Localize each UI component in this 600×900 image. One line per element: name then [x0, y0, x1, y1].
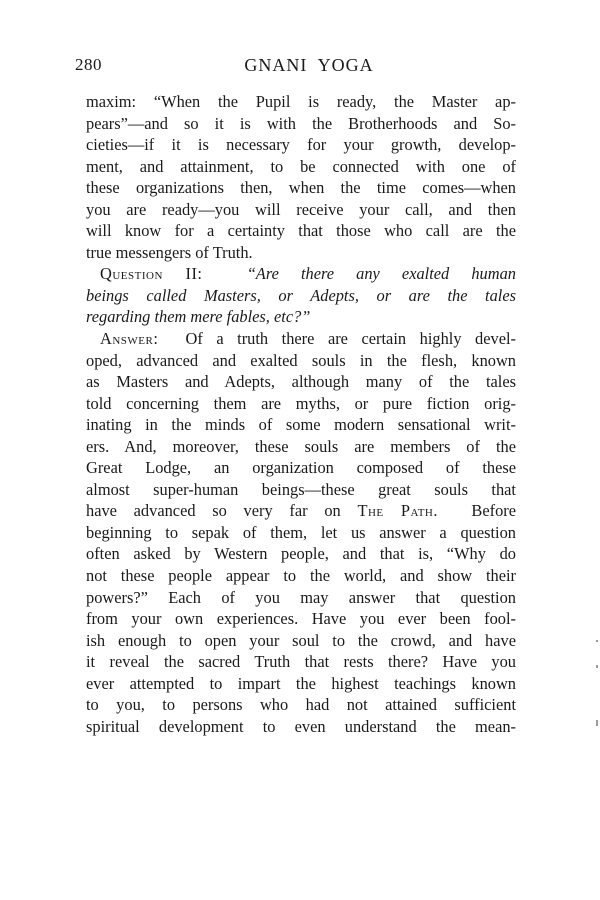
text-line: pears”—and so it is with the Brotherhoods and So- — [86, 113, 516, 133]
text-line: you are ready—you will receive your call, and then — [86, 199, 516, 219]
answer-line: not these people appear to the world, and show their — [86, 566, 516, 586]
answer-text: Of a truth there are certain highly devel- — [185, 329, 517, 349]
text-line: will know for a certainty that those who call are the — [86, 221, 516, 241]
answer-line — [86, 328, 516, 350]
answer-text: have advanced so very far on — [86, 501, 341, 521]
scan-edge-mark — [596, 665, 598, 668]
answer-line: oped, advanced and exalted souls in the flesh, known — [86, 350, 516, 370]
answer-line: ever attempted to impart the highest teachings known — [86, 673, 516, 693]
text-line: maxim: “When the Pupil is ready, the Master ap- — [86, 92, 516, 111]
answer-line: from your own experiences. Have you ever been fool- — [86, 609, 516, 629]
answer-line: almost super-human beings—these great souls that — [86, 479, 516, 499]
question-line: regarding them mere fables, etc?” — [86, 307, 311, 327]
answer-line: Great Lodge, an organization composed of these — [86, 458, 516, 478]
answer-text: Before — [471, 501, 517, 521]
text-line: true messengers of Truth. — [86, 242, 253, 262]
text-line: ment, and attainment, to be connected with one of — [86, 156, 516, 176]
answer-line: ish enough to open your soul to the crowd, and have — [86, 630, 516, 650]
scan-edge-mark — [596, 720, 598, 726]
answer-line: to you, to persons who had not attained sufficient — [86, 695, 516, 715]
answer-line: ers. And, moreover, these souls are members of the — [86, 436, 516, 456]
page-number: 280 — [75, 55, 102, 74]
answer-line: it reveal the sacred Truth that rests there? Have you — [86, 652, 516, 672]
text-line: these organizations then, when the time comes—when — [86, 178, 516, 198]
question-line — [86, 263, 516, 285]
running-head: GNANI YOGA — [244, 55, 374, 75]
question-text: “Are there any exalted human — [246, 264, 516, 284]
answer-line: often asked by Western people, and that is, “Why do — [86, 544, 516, 564]
text-line: cieties—if it is necessary for your growth, develop- — [86, 135, 516, 155]
question-label: Question II: — [100, 264, 203, 284]
answer-line: powers?” Each of you may answer that question — [86, 587, 516, 607]
the-path-term: The Path. — [357, 501, 438, 521]
answer-line: spiritual development to even understand the mean- — [86, 716, 516, 736]
answer-line: inating in the minds of some modern sensational writ- — [86, 415, 516, 435]
question-line: beings called Masters, or Adepts, or are the tales — [86, 285, 516, 305]
answer-line: as Masters and Adepts, although many of the tales — [86, 372, 516, 392]
answer-label: Answer: — [100, 329, 159, 349]
answer-line — [86, 500, 516, 522]
answer-line: beginning to sepak of them, let us answer a question — [86, 522, 516, 542]
answer-line: told concerning them are myths, or pure fiction orig- — [86, 393, 516, 413]
scan-edge-mark — [596, 640, 598, 642]
body-text — [86, 91, 516, 737]
